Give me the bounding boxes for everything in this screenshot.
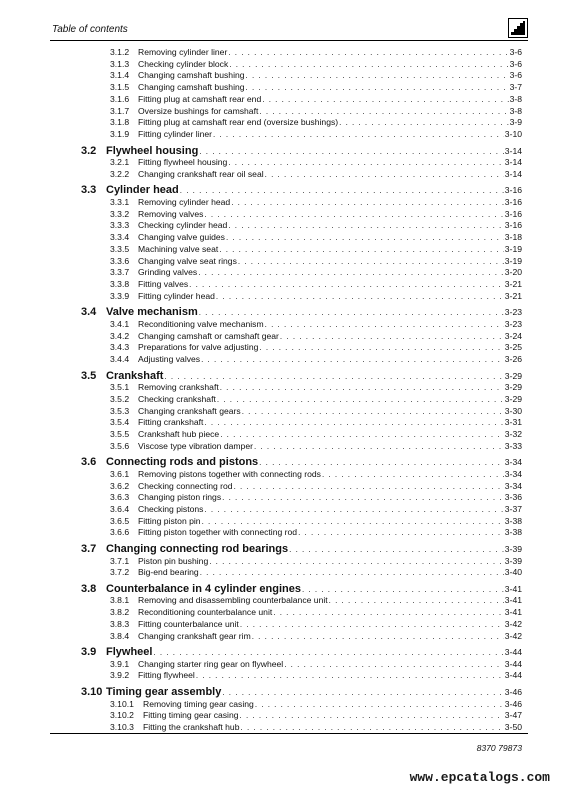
toc-number: 3.3.5 [110, 243, 130, 254]
toc-entry[interactable] [110, 70, 522, 81]
toc-entry[interactable] [110, 220, 522, 231]
toc-title: Fitting cylinder head [138, 290, 215, 301]
toc-number: 3.3.8 [110, 278, 130, 289]
toc-entry[interactable] [110, 82, 522, 93]
toc-entry[interactable] [110, 47, 522, 58]
toc-title: Valve mechanism [106, 306, 198, 319]
dot-leader [238, 256, 504, 267]
toc-page-number: 3-6 [509, 58, 522, 69]
dot-leader [265, 169, 504, 180]
toc-entry[interactable] [110, 699, 522, 710]
toc-entry[interactable] [110, 342, 522, 353]
toc-title: Fitting timing gear casing [143, 710, 239, 721]
toc-title: Viscose type vibration damper [138, 440, 253, 451]
toc-page-number: 3-24 [504, 330, 522, 341]
toc-section[interactable] [81, 306, 522, 319]
toc-page-number: 3-34 [504, 480, 522, 491]
toc-title: Changing camshaft or camshaft gear [138, 330, 279, 341]
toc-title: Fitting piston pin [138, 515, 201, 526]
toc-title: Fitting valves [138, 278, 189, 289]
dot-leader [255, 699, 504, 710]
toc-entry[interactable] [110, 129, 522, 140]
toc-title: Removing crankshaft [138, 382, 219, 393]
toc-title: Changing crankshaft gears [138, 405, 241, 416]
toc-entry[interactable] [110, 619, 522, 630]
toc-number: 3.4.1 [110, 318, 130, 329]
toc-entry[interactable] [110, 117, 522, 128]
toc-title: Changing valve guides [138, 232, 225, 243]
toc-entry[interactable] [110, 631, 522, 642]
dot-leader [246, 70, 509, 81]
toc-title: Changing connecting rod bearings [106, 542, 289, 555]
toc-title: Removing cylinder head [138, 197, 231, 207]
toc-number: 3.1.5 [110, 82, 130, 93]
toc-number: 3.1.2 [110, 47, 130, 57]
toc-page-number: 3-41 [504, 607, 522, 618]
toc-entry[interactable] [110, 441, 522, 452]
dot-leader [204, 504, 503, 515]
dot-leader [259, 106, 508, 117]
toc-title: Fitting counterbalance unit [138, 618, 239, 629]
toc-title: Removing timing gear casing [143, 698, 254, 709]
dot-leader [222, 686, 503, 699]
toc-number: 3.4 [81, 306, 97, 319]
toc-page-number: 3-20 [504, 267, 522, 278]
toc-number: 3.6.3 [110, 492, 130, 503]
toc-entry[interactable] [110, 319, 522, 330]
toc-entry[interactable] [110, 481, 522, 492]
toc-entry[interactable] [110, 429, 522, 440]
toc-page-number: 3-39 [504, 543, 522, 554]
toc-number: 3.9.1 [110, 658, 130, 669]
toc-title: Crankshaft hub piece [138, 428, 220, 439]
toc-entry[interactable] [110, 516, 522, 527]
toc-title: Removing pistons together with connecting rods [138, 468, 321, 479]
toc-number: 3.5 [81, 369, 97, 382]
toc-page-number: 3-16 [504, 208, 522, 219]
toc-title: Checking pistons [138, 503, 204, 514]
toc-page-number: 3-38 [504, 527, 522, 538]
toc-page-number: 3-41 [504, 595, 522, 606]
toc-page-number: 3-34 [504, 468, 522, 479]
dot-leader [216, 291, 504, 302]
toc-entry[interactable] [110, 59, 522, 70]
toc-title: Reconditioning valve mechanism [138, 318, 264, 329]
toc-title: Timing gear assembly [106, 686, 222, 698]
dot-leader [228, 47, 508, 58]
toc-entry[interactable] [110, 279, 522, 290]
toc-title: Crankshaft [106, 369, 164, 382]
toc-number: 3.4.3 [110, 342, 130, 353]
toc-entry[interactable] [110, 417, 522, 428]
dot-leader [228, 220, 503, 231]
toc-page-number: 3-34 [504, 457, 522, 468]
toc-entry[interactable] [110, 670, 522, 681]
toc-page-number: 3-16 [504, 185, 522, 196]
toc-number: 3.5.4 [110, 417, 130, 428]
toc-number: 3.6.5 [110, 515, 130, 526]
dot-leader [199, 145, 504, 158]
toc-number: 3.3 [81, 184, 97, 197]
dot-leader [329, 595, 504, 606]
toc-number: 3.4.2 [110, 330, 130, 341]
toc-page-number: 3-41 [504, 583, 522, 594]
toc-page-number: 3-38 [504, 515, 522, 526]
dot-leader [219, 244, 504, 255]
toc-number: 3.9.2 [110, 670, 130, 681]
toc-title: Machining valve seat [138, 243, 219, 254]
dot-leader [339, 117, 508, 128]
toc-page-number: 3-6 [509, 70, 522, 81]
toc-page-number: 3-19 [504, 243, 522, 254]
toc-entry[interactable] [110, 394, 522, 405]
header-title: Table of contents [52, 24, 128, 35]
dot-leader [262, 94, 508, 105]
toc-entry[interactable] [110, 106, 522, 117]
dot-leader [254, 441, 504, 452]
toc-title: Checking cylinder head [138, 220, 228, 231]
dot-leader [298, 527, 504, 538]
toc-page-number: 3-26 [504, 353, 522, 364]
toc-entry[interactable] [110, 659, 522, 670]
toc-title: Adjusting valves [138, 353, 201, 364]
toc-number: 3.6.2 [110, 480, 130, 491]
toc-title: Flywheel [106, 646, 153, 659]
toc-number: 3.6 [81, 456, 97, 469]
footer-divider [50, 733, 528, 734]
toc-page-number: 3-40 [504, 567, 522, 578]
toc-number: 3.1.6 [110, 93, 130, 104]
dot-leader [229, 59, 508, 70]
toc-title: Changing crankshaft gear rim [138, 630, 251, 641]
toc-page-number: 3-8 [509, 105, 522, 116]
toc-page-number: 3-16 [504, 197, 522, 207]
toc-page-number: 3-29 [504, 393, 522, 404]
toc-page-number: 3-37 [504, 503, 522, 514]
toc-page-number: 3-14 [504, 168, 522, 179]
toc-number: 3.5.1 [110, 382, 130, 393]
toc-number: 3.5.3 [110, 405, 130, 416]
dot-leader [259, 456, 504, 469]
toc-title: Removing cylinder liner [138, 47, 228, 57]
toc-title: Fitting crankshaft [138, 417, 204, 428]
toc-page-number: 3-31 [504, 417, 522, 428]
dot-leader [322, 469, 504, 480]
dot-leader [217, 394, 504, 405]
toc-page-number: 3-36 [504, 492, 522, 503]
toc-title: Flywheel housing [106, 144, 199, 157]
toc-section[interactable] [81, 686, 522, 699]
toc-number: 3.10.2 [110, 710, 134, 721]
toc-page-number: 3-46 [504, 687, 522, 697]
toc-title: Changing camshaft bushing [138, 82, 245, 93]
dot-leader [213, 129, 504, 140]
toc-number: 3.6.1 [110, 468, 130, 479]
toc-entry[interactable] [110, 232, 522, 243]
toc-number: 3.1.4 [110, 70, 130, 81]
dot-leader [201, 354, 504, 365]
dot-leader [302, 583, 504, 596]
dot-leader [198, 267, 504, 278]
toc-title: Cylinder head [106, 184, 179, 197]
dot-leader [222, 492, 504, 503]
toc-number: 3.3.4 [110, 232, 130, 243]
toc-number: 3.2.2 [110, 168, 130, 179]
toc-number: 3.10 [81, 686, 103, 698]
toc-title: Checking connecting rod [138, 480, 233, 491]
toc-number: 3.10.3 [110, 722, 134, 732]
toc-number: 3.3.2 [110, 208, 130, 219]
toc-number: 3.3.1 [110, 197, 130, 207]
toc-entry[interactable] [110, 504, 522, 515]
dot-leader [202, 516, 504, 527]
toc-page-number: 3-44 [504, 647, 522, 658]
toc-page-number: 3-21 [504, 290, 522, 301]
dot-leader [259, 342, 503, 353]
toc-number: 3.10.1 [110, 698, 134, 709]
toc-number: 3.5.2 [110, 393, 130, 404]
toc-title: Grinding valves [138, 267, 198, 278]
toc-entry[interactable] [110, 406, 522, 417]
toc-title: Changing crankshaft rear oil seal [138, 168, 264, 179]
toc-entry[interactable] [110, 94, 522, 105]
toc-number: 3.6.4 [110, 503, 130, 514]
toc-title: Preparations for valve adjusting [138, 342, 259, 353]
toc-entry[interactable] [110, 567, 522, 578]
toc-page-number: 3-21 [504, 278, 522, 289]
toc-entry[interactable] [110, 469, 522, 480]
toc-number: 3.6.6 [110, 527, 130, 538]
toc-number: 3.3.7 [110, 267, 130, 278]
toc-page-number: 3-33 [504, 440, 522, 451]
toc-number: 3.8.3 [110, 618, 130, 629]
toc-page-number: 3-9 [509, 117, 522, 128]
dot-leader [246, 82, 509, 93]
site-url-watermark: www.epcatalogs.com [409, 770, 550, 785]
toc-number: 3.8.4 [110, 630, 130, 641]
toc-title: Big-end bearing [138, 567, 199, 578]
toc-page-number: 3-10 [504, 128, 522, 139]
toc-page-number: 3-42 [504, 618, 522, 629]
toc-page-number: 3-14 [504, 157, 522, 168]
toc-entry[interactable] [110, 556, 522, 567]
toc-page-number: 3-50 [504, 722, 522, 732]
dot-leader [242, 406, 504, 417]
dot-leader [209, 556, 504, 567]
toc-entry[interactable] [110, 722, 522, 733]
dot-leader [241, 722, 504, 733]
toc-page-number: 3-6 [509, 47, 522, 57]
toc-page-number: 3-29 [504, 370, 522, 381]
toc-entry[interactable] [110, 197, 522, 208]
toc-page-number: 3-19 [504, 255, 522, 266]
dot-leader [289, 543, 504, 556]
toc-title: Fitting flywheel housing [138, 157, 228, 168]
dot-leader [220, 429, 504, 440]
toc-number: 3.3.9 [110, 290, 130, 301]
toc-number: 3.1.9 [110, 128, 130, 139]
toc-page-number: 3-42 [504, 630, 522, 641]
toc-title: Fitting piston together with connecting rod [138, 527, 298, 538]
toc-entry[interactable] [110, 354, 522, 365]
dot-leader [164, 370, 503, 383]
toc-title: Checking crankshaft [138, 393, 216, 404]
document-number: 8370 79873 [476, 743, 522, 753]
toc-number: 3.4.4 [110, 353, 130, 364]
toc-entry[interactable] [110, 527, 522, 538]
toc-section[interactable] [81, 583, 522, 596]
toc-entry[interactable] [110, 244, 522, 255]
toc-page-number: 3-7 [509, 82, 522, 93]
toc-title: Reconditioning counterbalance unit [138, 607, 273, 618]
toc-page-number: 3-47 [504, 710, 522, 721]
toc-entry[interactable] [110, 157, 522, 168]
toc-title: Fitting the crankshaft hub [143, 722, 240, 732]
toc-title: Fitting cylinder liner [138, 128, 213, 139]
toc-title: Fitting flywheel [138, 670, 195, 681]
dot-leader [273, 607, 504, 618]
toc-title: Changing piston rings [138, 492, 222, 503]
dot-leader [199, 306, 504, 319]
toc-page-number: 3-23 [504, 318, 522, 329]
dot-leader [189, 279, 504, 290]
dot-leader [265, 319, 504, 330]
toc-title: Removing valves [138, 208, 204, 219]
toc-title: Checking cylinder block [138, 58, 229, 69]
toc-number: 3.2 [81, 144, 97, 157]
dot-leader [234, 481, 504, 492]
toc-number: 3.1.7 [110, 105, 130, 116]
toc-number: 3.8.2 [110, 607, 130, 618]
toc-section[interactable] [81, 184, 522, 197]
toc-title: Changing camshaft bushing [138, 70, 245, 81]
dot-leader [153, 646, 503, 659]
toc-entry[interactable] [110, 291, 522, 302]
toc-title: Fitting plug at camshaft rear end [138, 93, 262, 104]
toc-section[interactable] [81, 543, 522, 556]
toc-page-number: 3-32 [504, 428, 522, 439]
toc-page-number: 3-30 [504, 405, 522, 416]
toc-section[interactable] [81, 145, 522, 158]
toc-number: 3.3.6 [110, 255, 130, 266]
dot-leader [204, 417, 503, 428]
dot-leader [226, 232, 504, 243]
toc-number: 3.3.3 [110, 220, 130, 231]
toc-section[interactable] [81, 646, 522, 659]
toc-page-number: 3-8 [509, 93, 522, 104]
toc-number: 3.8 [81, 582, 97, 595]
dot-leader [220, 382, 504, 393]
dot-leader [284, 659, 504, 670]
toc-page-number: 3-39 [504, 555, 522, 566]
toc-number: 3.1.8 [110, 117, 130, 128]
toc-number: 3.5.6 [110, 440, 130, 451]
toc-title: Connecting rods and pistons [106, 456, 259, 469]
dot-leader [280, 331, 504, 342]
toc-entry[interactable] [110, 607, 522, 618]
toc-number: 3.9 [81, 646, 97, 659]
toc-section[interactable] [81, 456, 522, 469]
toc-page-number: 3-44 [504, 658, 522, 669]
dot-leader [240, 710, 504, 721]
dot-leader [180, 184, 504, 197]
toc-entry[interactable] [110, 169, 522, 180]
toc-title: Counterbalance in 4 cylinder engines [106, 582, 301, 595]
toc-page-number: 3-16 [504, 220, 522, 231]
toc-number: 3.7.2 [110, 567, 130, 578]
toc-entry[interactable] [110, 710, 522, 721]
toc-page-number: 3-25 [504, 342, 522, 353]
toc-title: Removing and disassembling counterbalance unit [138, 595, 328, 606]
toc-page-number: 3-14 [504, 145, 522, 156]
dot-leader [200, 567, 504, 578]
dot-leader [252, 631, 504, 642]
toc-entry[interactable] [110, 331, 522, 342]
toc-page-number: 3-23 [504, 307, 522, 318]
dot-leader [196, 670, 504, 681]
toc-page-number: 3-46 [504, 698, 522, 709]
toc-entry[interactable] [110, 492, 522, 503]
toc-title: Oversize bushings for camshaft [138, 105, 259, 116]
toc-number: 3.8.1 [110, 595, 130, 606]
toc-entry[interactable] [110, 382, 522, 393]
toc-number: 3.5.5 [110, 428, 130, 439]
toc-title: Fitting plug at camshaft rear end (oversize bushings) [138, 117, 339, 128]
toc-entry[interactable] [110, 595, 522, 606]
toc-title: Piston pin bushing [138, 555, 209, 566]
toc-page-number: 3-44 [504, 670, 522, 681]
toc-number: 3.7.1 [110, 555, 130, 566]
toc-title: Changing valve seat rings [138, 255, 237, 266]
toc-section[interactable] [81, 370, 522, 383]
dot-leader [240, 619, 504, 630]
toc-entry[interactable] [110, 267, 522, 278]
toc-number: 3.2.1 [110, 157, 130, 168]
toc-page-number: 3-29 [504, 382, 522, 393]
toc-page-number: 3-18 [504, 232, 522, 243]
toc-title: Changing starter ring gear on flywheel [138, 658, 284, 669]
toc-number: 3.7 [81, 542, 97, 555]
dot-leader [231, 197, 504, 208]
toc-entry[interactable] [110, 209, 522, 220]
dot-leader [204, 209, 503, 220]
toc-number: 3.1.3 [110, 58, 130, 69]
toc-entry[interactable] [110, 256, 522, 267]
dot-leader [228, 157, 503, 168]
